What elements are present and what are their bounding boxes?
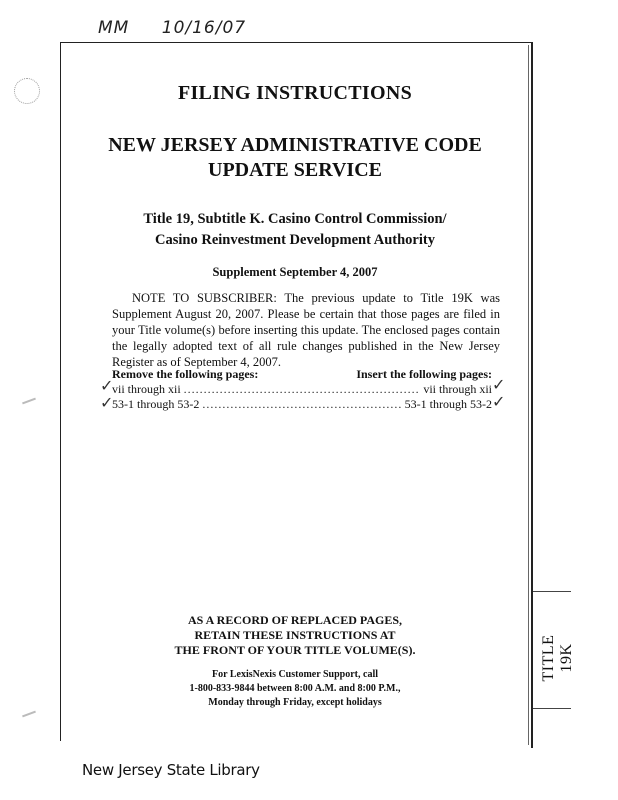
page-list-header — [112, 367, 492, 382]
code-title-line: NEW JERSEY ADMINISTRATIVE CODE — [108, 134, 482, 156]
handwritten-check-icon: ✓ — [100, 376, 114, 395]
handwritten-check-icon: ✓ — [492, 375, 506, 394]
dot-leader — [202, 397, 401, 412]
support-line: For LexisNexis Customer Support, call — [211, 669, 378, 680]
scan-mark — [22, 711, 36, 718]
record-instructions — [60, 613, 530, 658]
subtitle-line: Title 19, Subtitle K. Casino Control Commission/ — [143, 211, 447, 227]
tab-divider — [533, 591, 571, 592]
insert-pages: 53-1 through 53-2 — [404, 397, 492, 411]
support-line: Monday through Friday, except holidays — [208, 697, 382, 708]
handwritten-annotation — [98, 18, 246, 38]
subscriber-note: NOTE TO SUBSCRIBER: The previous update to Title 19K was Supplement August 20, 2007. Please be certain that those pages are filed in your Title volume(s) before inserting this update. The enclosed pages contain the legally adopted text of all rule changes published in the New Jersey Register as of September 4, 2007. — [112, 291, 500, 369]
tab-divider — [533, 708, 571, 709]
subtitle — [60, 209, 530, 251]
handwritten-initials: MM — [98, 18, 130, 38]
handwritten-check-icon: ✓ — [100, 393, 114, 412]
document-title: FILING INSTRUCTIONS — [177, 82, 413, 104]
remove-pages: vii through xii — [112, 382, 181, 396]
page-replacement-list — [112, 367, 492, 412]
remove-pages: 53-1 through 53-2 — [112, 397, 200, 411]
subtitle-line: Casino Reinvestment Development Authority — [155, 232, 435, 248]
code-title — [60, 133, 530, 183]
insert-heading: Insert the following pages: — [356, 367, 492, 381]
right-border-line — [531, 42, 533, 748]
dot-leader — [184, 382, 421, 397]
title-tab-label: TITLE 19K — [540, 634, 575, 682]
page-row — [112, 397, 492, 412]
page-row — [112, 382, 492, 397]
remove-heading: Remove the following pages: — [112, 367, 259, 381]
record-line: RETAIN THESE INSTRUCTIONS AT — [194, 628, 396, 642]
scan-mark — [22, 398, 36, 405]
handwritten-check-icon: ✓ — [492, 392, 506, 411]
supplement-date: Supplement September 4, 2007 — [212, 265, 378, 279]
handwritten-date: 10/16/07 — [161, 18, 247, 38]
support-line: 1-800-833-9844 between 8:00 A.M. and 8:00 P.M., — [189, 683, 401, 694]
record-line: AS A RECORD OF REPLACED PAGES, — [187, 613, 403, 627]
code-title-line: UPDATE SERVICE — [208, 159, 382, 181]
record-line: THE FRONT OF YOUR TITLE VOLUME(S). — [174, 643, 416, 657]
customer-support-info — [60, 668, 530, 710]
insert-pages: vii through xii — [423, 382, 492, 396]
library-watermark: New Jersey State Library — [82, 761, 260, 779]
punch-hole — [14, 78, 40, 104]
